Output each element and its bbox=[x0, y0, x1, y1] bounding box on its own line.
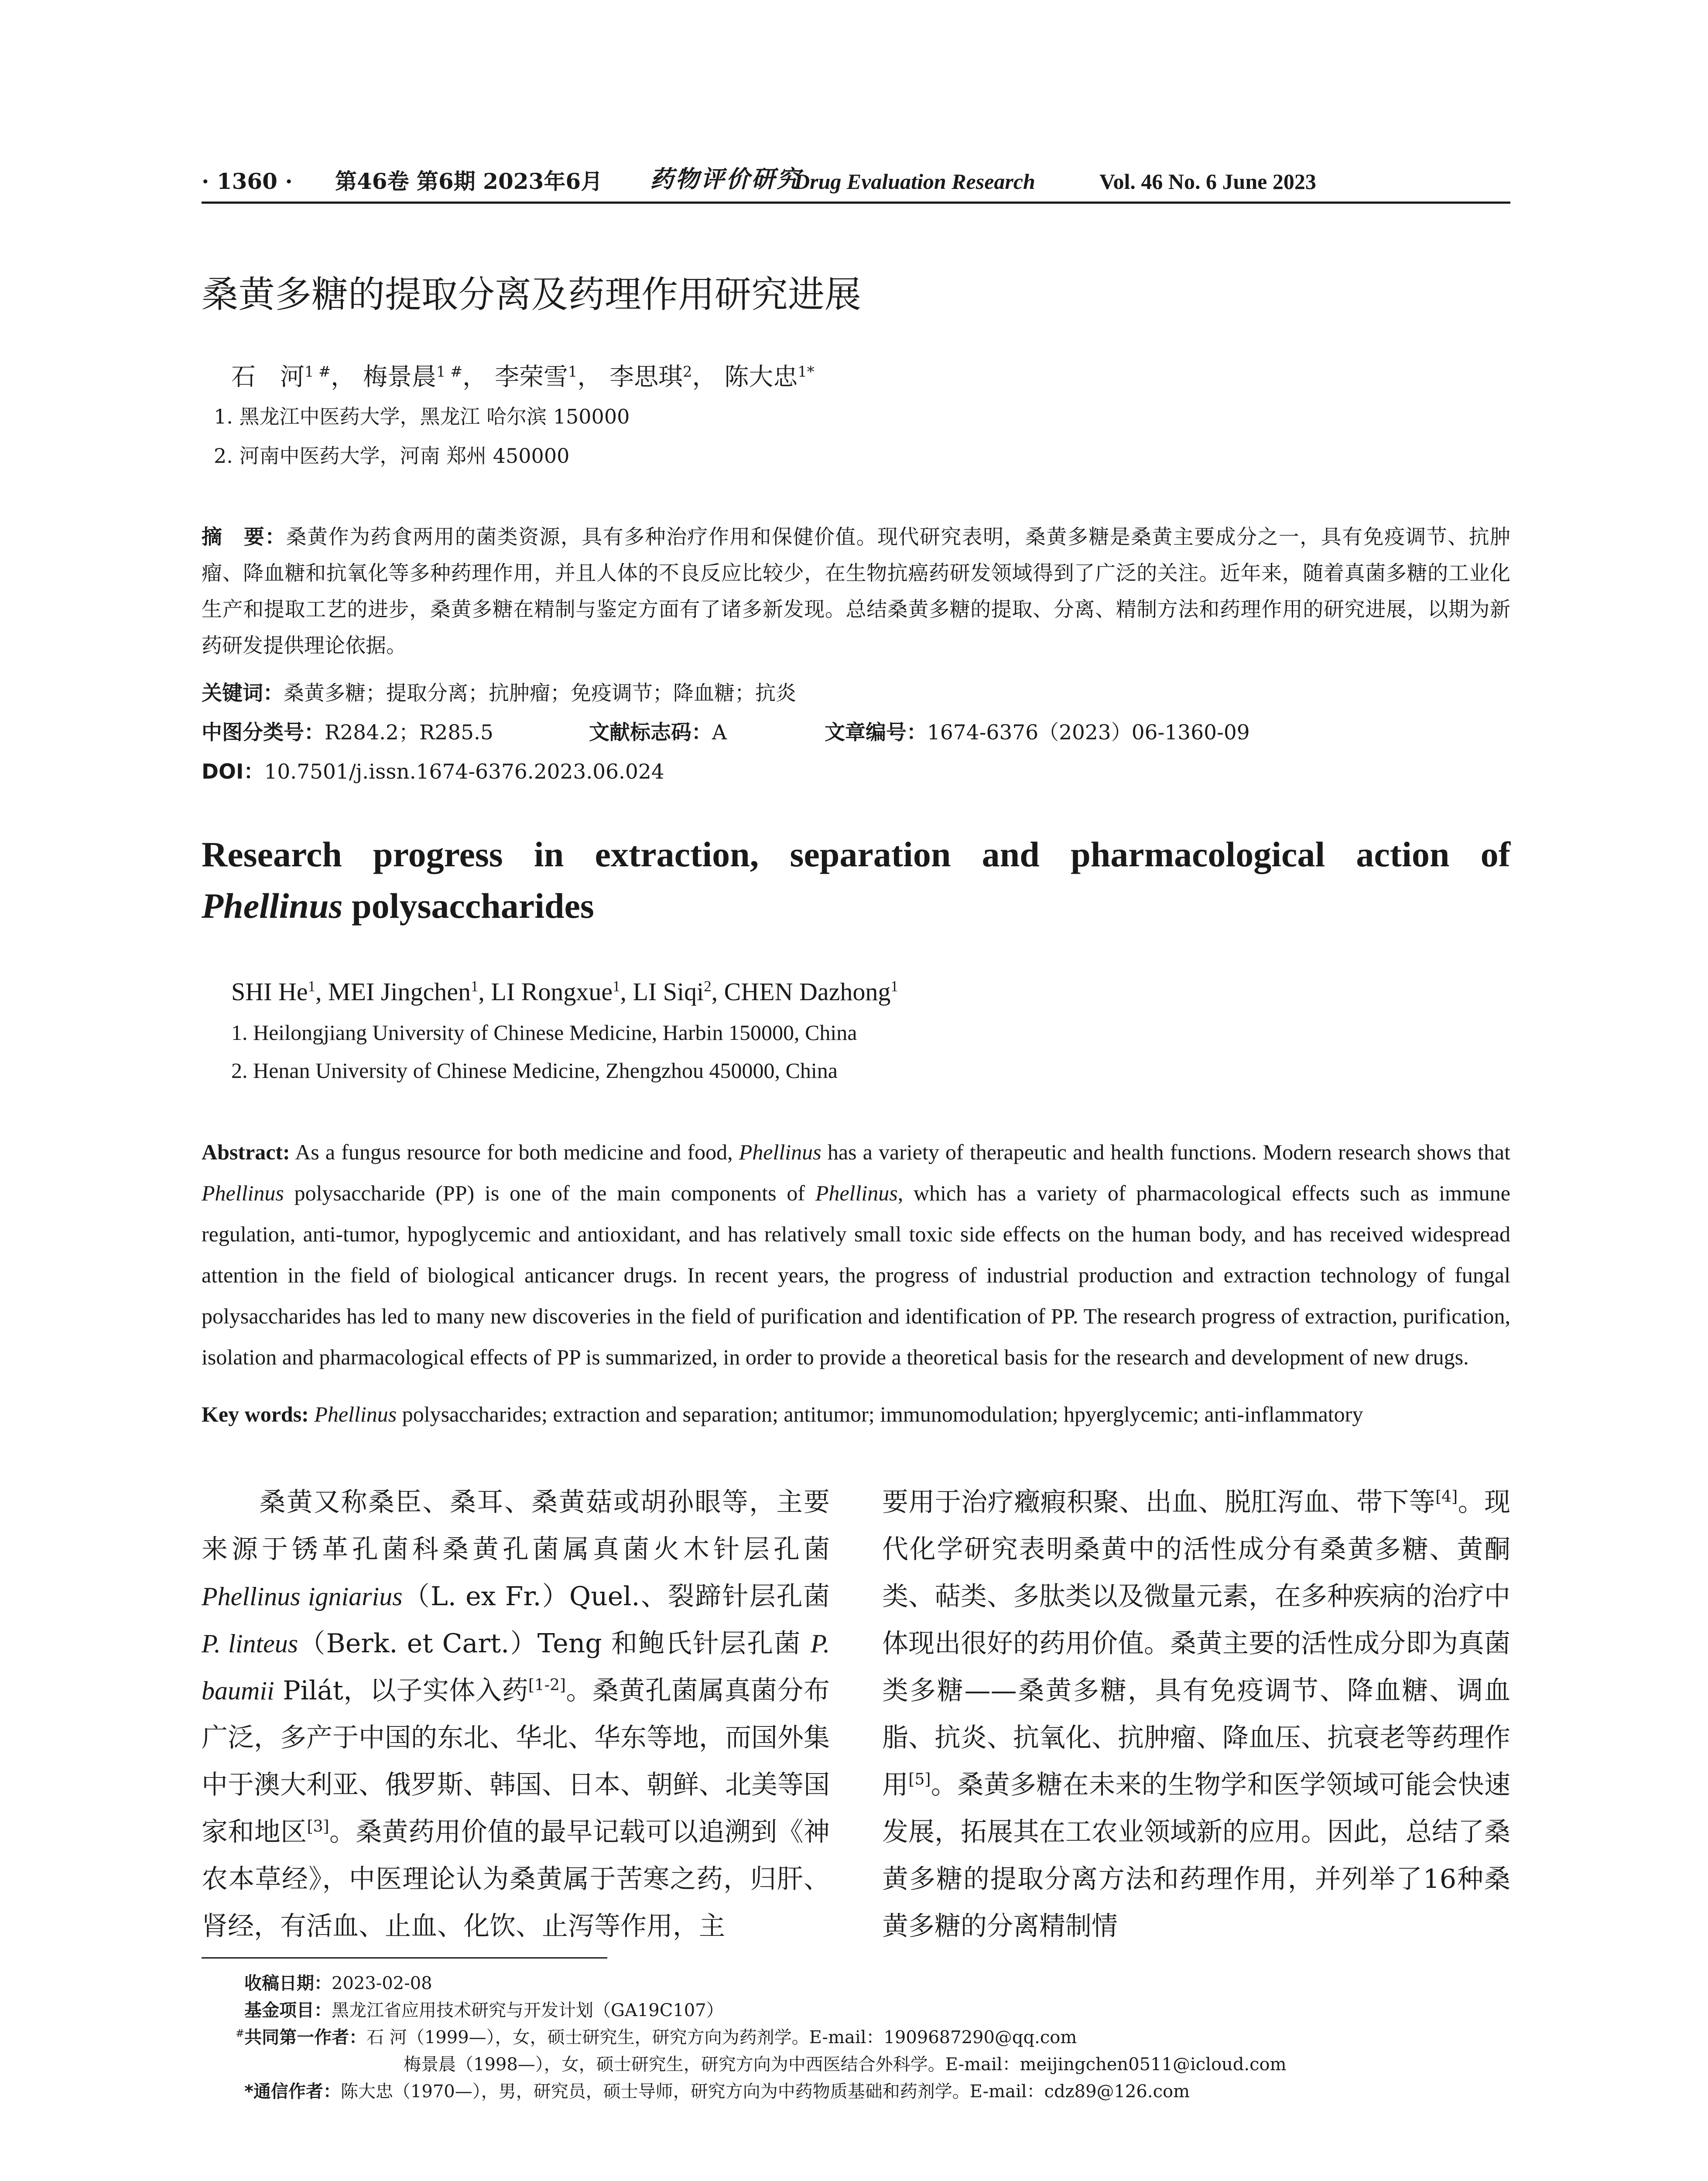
body-column-left bbox=[202, 1479, 830, 1950]
body-latin: P. linteus bbox=[202, 1629, 298, 1658]
author-en: LI Siqi bbox=[633, 978, 704, 1006]
author-en-sup: 1 bbox=[471, 978, 479, 995]
fn-received-label: 收稿日期： bbox=[244, 1973, 332, 1993]
keywords-en-italic: Phellinus bbox=[308, 1402, 397, 1426]
abstract-cn-text: 桑黄作为药食两用的菌类资源，具有多种治疗作用和保健价值。现代研究表明，桑黄多糖是桑黄主要成分之一，具有免疫调节、抗肿瘤、降血糖和抗氧化等多种药理作用，并且人体的不良反应比较少，在生物抗癌药研发领域得到了广泛的关注。近年来，随着真菌多糖的工业化生产和提取工艺的进步，桑黄多糖在精制与鉴定方面有了诸多新发现。总结桑黄多糖的提取、分离、精制方法和药理作用的研究进展，以期为新药研发提供理论依据。 bbox=[202, 525, 1510, 658]
header-rule bbox=[202, 202, 1510, 204]
body-seg: 桑黄又称桑臣、桑耳、桑黄菇或胡孙眼等，主要来源于锈革孔菌科桑黄孔菌属真菌火木针层孔菌 bbox=[202, 1487, 830, 1565]
footnote-received bbox=[244, 1972, 432, 1995]
author-sup: 1* bbox=[798, 363, 815, 380]
abstract-cn bbox=[202, 519, 1510, 664]
author-en: SHI He bbox=[231, 978, 308, 1006]
keywords-en-text: polysaccharides; extraction and separation; antitumor; immunomodulation; hpyerglycemic; anti-inflammatory bbox=[397, 1402, 1363, 1426]
author-en-sup: 1 bbox=[308, 978, 315, 995]
doi-value: 10.7501/j.issn.1674-6376.2023.06.024 bbox=[264, 760, 664, 784]
title-en-line1: Research progress in extraction, separation and pharmacological action of bbox=[202, 834, 1510, 874]
author-en-sep: , bbox=[315, 978, 328, 1006]
article-number-value: 1674-6376（2023）06-1360-09 bbox=[927, 721, 1250, 745]
author-sep: ， bbox=[462, 363, 487, 391]
author-cn: 梅景晨 bbox=[363, 363, 436, 391]
author-sup: 1 # bbox=[436, 363, 463, 380]
title-en-line2 bbox=[202, 880, 594, 932]
volume-en: Vol. 46 No. 6 June 2023 bbox=[1099, 169, 1316, 194]
doc-code-value: A bbox=[712, 721, 727, 745]
footnote-corresponding bbox=[244, 2080, 1190, 2103]
fn-fund-label: 基金项目： bbox=[244, 2000, 332, 2020]
affiliation-en-2: 2. Henan University of Chinese Medicine, Zhengzhou 450000, China bbox=[231, 1058, 838, 1083]
body-column-right bbox=[882, 1479, 1510, 1950]
fn-corr: 陈大忠（1970—），男，研究员，硕士导师，研究方向为中药物质基础和药剂学。E-mail：cdz89@126.com bbox=[340, 2082, 1190, 2102]
authors-cn bbox=[231, 362, 815, 393]
keywords-cn-label: 关键词： bbox=[202, 681, 284, 705]
abstract-en bbox=[202, 1132, 1510, 1378]
abstract-en-seg: , which has a variety of pharmacological effects such as immune regulation, anti-tumor, hypoglycemic and antioxidant, and has relatively small toxic side effects on the human body, and has received widespread attention in the field of biological anticancer drugs. In recent years, the progress of industrial production and extraction technology of fungal polysaccharides has led to many new discoveries in the field of purification and identification of PP. The research progress of extraction, purification, isolation and pharmacological effects of PP is summarized, in order to provide a theoretical basis for the research and development of new drugs. bbox=[202, 1181, 1510, 1369]
body-seg: Pilát，以子实体入药 bbox=[274, 1675, 528, 1706]
fn-co-first-mark: # bbox=[236, 2027, 245, 2040]
citation: [5] bbox=[908, 1771, 931, 1788]
author-cn: 李荣雪 bbox=[494, 363, 568, 391]
title-en-rest: polysaccharides bbox=[342, 886, 594, 926]
affiliation-cn-2: 2. 河南中医药大学，河南 郑州 450000 bbox=[214, 444, 570, 468]
author-sup: 1 # bbox=[305, 363, 331, 380]
citation: [4] bbox=[1435, 1488, 1458, 1506]
journal-en: Drug Evaluation Research bbox=[794, 169, 1035, 194]
fn-fund: 黑龙江省应用技术研究与开发计划（GA19C107） bbox=[332, 2000, 724, 2020]
abstract-en-seg: As a fungus resource for both medicine and food, bbox=[290, 1140, 739, 1164]
abstract-en-label: Abstract: bbox=[202, 1140, 290, 1164]
footnote-fund bbox=[244, 1999, 724, 2022]
author-en-sep: , bbox=[478, 978, 491, 1006]
clc-label: 中图分类号： bbox=[202, 721, 325, 745]
author-en-sep: , bbox=[620, 978, 633, 1006]
abstract-cn-label: 摘 要： bbox=[202, 525, 286, 549]
author-en: CHEN Dazhong bbox=[724, 978, 891, 1006]
title-cn: 桑黄多糖的提取分离及药理作用研究进展 bbox=[202, 273, 862, 316]
author-sup: 1 bbox=[568, 363, 578, 380]
citation: [1-2] bbox=[528, 1676, 566, 1694]
doc-code bbox=[589, 720, 727, 746]
clc-value: R284.2；R285.5 bbox=[325, 721, 493, 745]
abstract-en-seg: polysaccharide (PP) is one of the main components of bbox=[284, 1181, 815, 1205]
author-cn: 石 河 bbox=[231, 363, 305, 391]
author-en-sep: , bbox=[711, 978, 724, 1006]
fn-received: 2023-02-08 bbox=[332, 1973, 432, 1993]
abstract-en-italic: Phellinus bbox=[739, 1140, 821, 1164]
doc-code-label: 文献标志码： bbox=[589, 721, 712, 745]
author-en: MEI Jingchen bbox=[328, 978, 471, 1006]
body-seg: （Berk. et Cart.）Teng 和鲍氏针层孔菌 bbox=[298, 1628, 811, 1659]
author-sup: 2 bbox=[683, 363, 692, 380]
body-seg: 要用于治疗癥瘕积聚、出血、脱肛泻血、带下等 bbox=[882, 1487, 1436, 1518]
body-latin: P. baumii bbox=[202, 1629, 830, 1705]
footnote-co-first bbox=[236, 2026, 1077, 2049]
fn-co-first-label: 共同第一作者： bbox=[244, 2027, 367, 2048]
body-seg: （L. ex Fr.）Quel.、裂蹄针层孔菌 bbox=[402, 1581, 830, 1612]
page-number: · 1360 · bbox=[202, 168, 293, 194]
issue-cn: 第46卷 第6期 2023年6月 bbox=[335, 168, 603, 194]
author-sep: ， bbox=[577, 363, 602, 391]
body-seg: 。桑黄药用价值的最早记载可以追溯到《神农本草经》，中医理论认为桑黄属于苦寒之药，归肝、肾经，有活血、止血、化饮、止泻等作用，主 bbox=[202, 1817, 830, 1942]
authors-en bbox=[231, 976, 898, 1008]
body-seg: 。桑黄多糖在未来的生物学和医学领域可能会快速发展，拓展其在工农业领域新的应用。因此，总结了桑黄多糖的提取分离方法和药理作用，并列举了16种桑黄多糖的分离精制情 bbox=[882, 1770, 1511, 1942]
abstract-en-seg: has a variety of therapeutic and health functions. Modern research shows that bbox=[821, 1140, 1510, 1164]
keywords-en-label: Key words: bbox=[202, 1402, 309, 1426]
article-number-label: 文章编号： bbox=[825, 721, 927, 745]
keywords-en bbox=[202, 1401, 1510, 1427]
clc bbox=[202, 720, 493, 746]
body-seg: 。桑黄孔菌属真菌分布广泛，多产于中国的东北、华北、华东等地，而国外集中于澳大利亚、俄罗斯、韩国、日本、朝鲜、北美等国家和地区 bbox=[202, 1675, 830, 1847]
affiliation-en-1: 1. Heilongjiang University of Chinese Medicine, Harbin 150000, China bbox=[231, 1020, 857, 1045]
author-en-sup: 1 bbox=[613, 978, 620, 995]
author-sep: ， bbox=[692, 363, 717, 391]
title-en-italic: Phellinus bbox=[202, 886, 343, 926]
abstract-en-italic: Phellinus bbox=[815, 1181, 898, 1205]
doi-label: DOI： bbox=[202, 760, 264, 784]
author-en: LI Rongxue bbox=[491, 978, 613, 1006]
author-en-sup: 2 bbox=[704, 978, 712, 995]
keywords-cn bbox=[202, 680, 796, 707]
footnote-co-first-2: 梅景晨（1998—），女，硕士研究生，研究方向为中西医结合外科学。E-mail：meijingchen0511@icloud.com bbox=[404, 2055, 1287, 2075]
doi bbox=[202, 759, 664, 785]
author-cn: 李思琪 bbox=[609, 363, 683, 391]
footnote-rule bbox=[202, 1957, 607, 1959]
journal-logo: 药物评价研究 bbox=[650, 165, 802, 193]
body-seg: 。现代化学研究表明桑黄中的活性成分有桑黄多糖、黄酮类、萜类、多肽类以及微量元素，在多种疾病的治疗中体现出很好的药用价值。桑黄主要的活性成分即为真菌类多糖——桑黄多糖，具有免疫调节、降血糖、调血脂、抗炎、抗氧化、抗肿瘤、降血压、抗衰老等药理作用 bbox=[882, 1487, 1511, 1800]
keywords-cn-text: 桑黄多糖；提取分离；抗肿瘤；免疫调节；降血糖；抗炎 bbox=[284, 681, 796, 705]
author-cn: 陈大忠 bbox=[724, 363, 798, 391]
citation: [3] bbox=[307, 1818, 329, 1836]
author-sep: ， bbox=[331, 363, 356, 391]
fn-corr-label: *通信作者： bbox=[244, 2082, 341, 2102]
author-en-sup: 1 bbox=[890, 978, 898, 995]
fn-co-first-1: 石 河（1999—），女，硕士研究生，研究方向为药剂学。E-mail：1909687290@qq.com bbox=[366, 2027, 1077, 2048]
article-number bbox=[825, 720, 1250, 746]
affiliation-cn-1: 1. 黑龙江中医药大学，黑龙江 哈尔滨 150000 bbox=[214, 405, 630, 428]
body-latin: Phellinus igniarius bbox=[202, 1582, 403, 1611]
abstract-en-italic: Phellinus bbox=[202, 1181, 284, 1205]
